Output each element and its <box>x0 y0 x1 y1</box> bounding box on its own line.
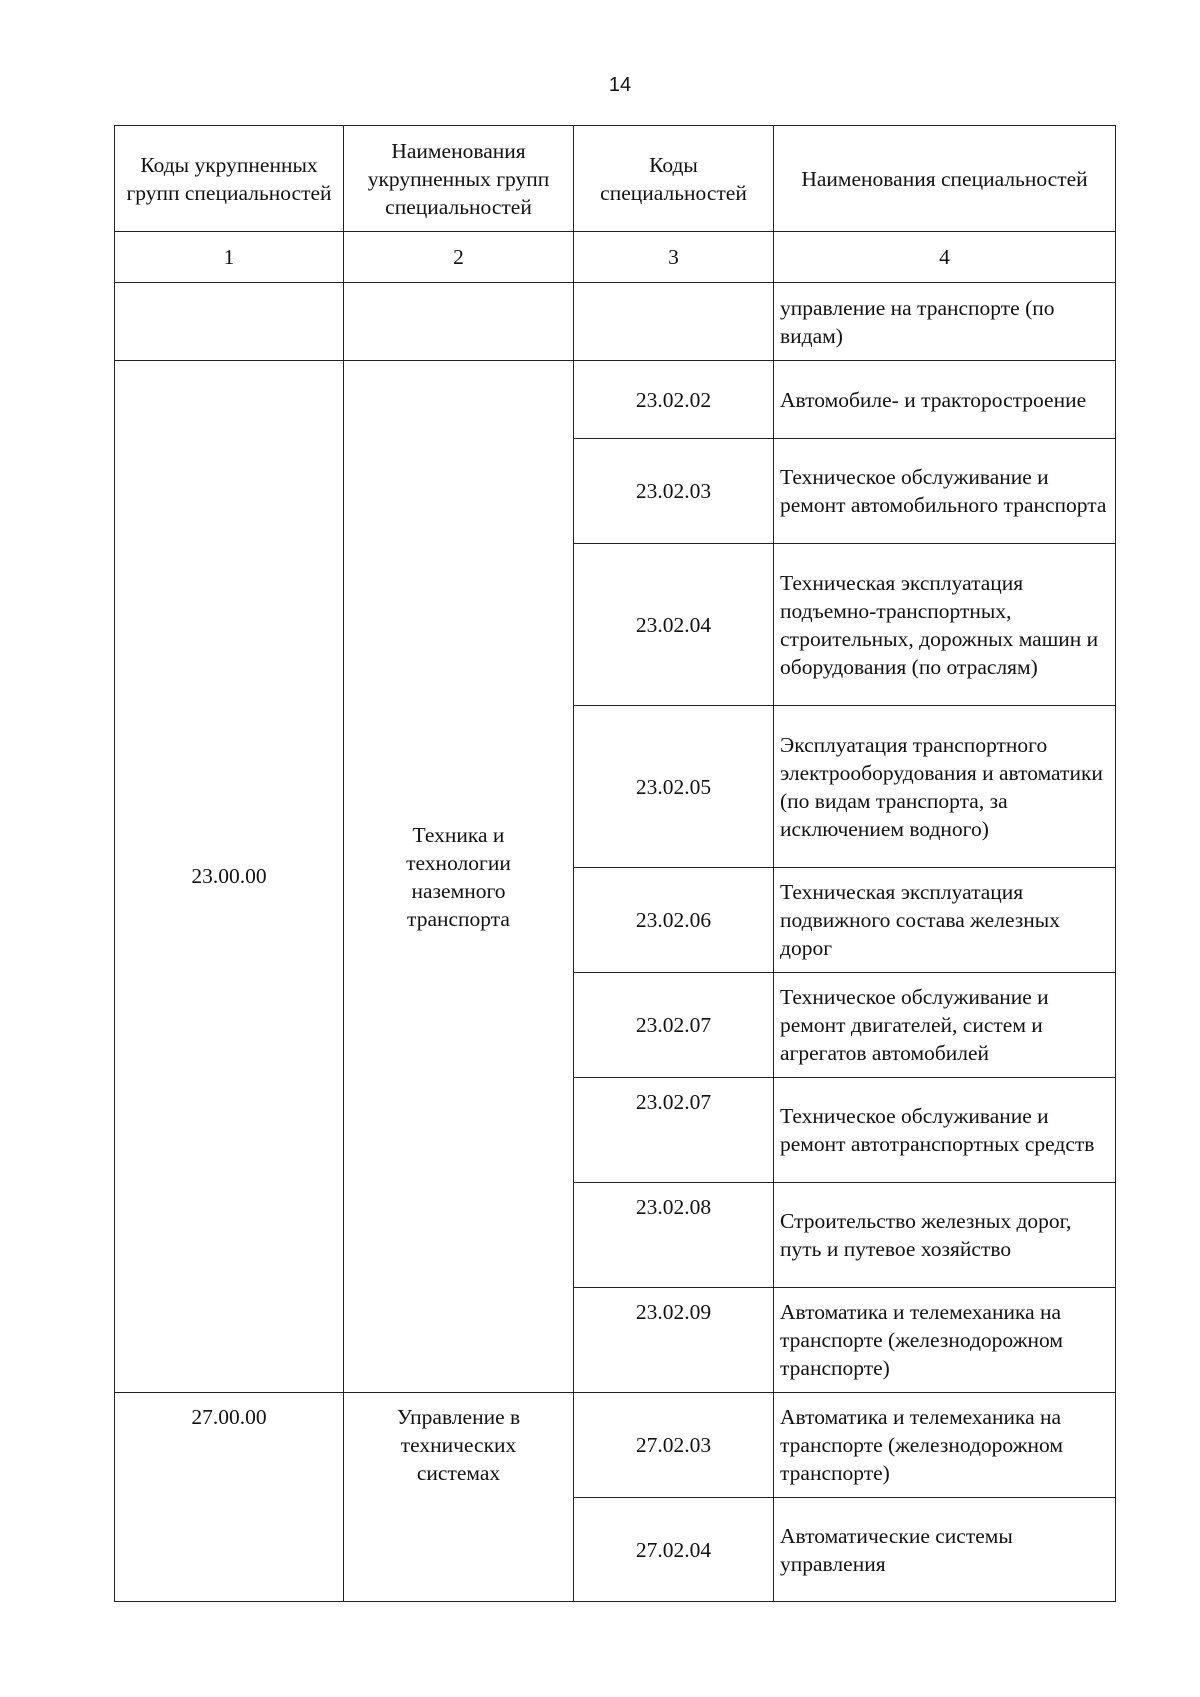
column-number-row <box>115 232 1116 283</box>
column-number: 3 <box>574 232 774 283</box>
header-group-names: Наименования укрупненных групп специальностей <box>344 126 574 232</box>
specialty-name: Автоматика и телемеханика на транспорте (железнодорожном транспорте) <box>774 1288 1116 1393</box>
specialty-code: 27.02.03 <box>574 1393 774 1498</box>
specialty-name: Техническое обслуживание и ремонт двигателей, систем и агрегатов автомобилей <box>774 973 1116 1078</box>
column-number: 4 <box>774 232 1116 283</box>
specialty-name: управление на транспорте (по видам) <box>774 283 1116 361</box>
specialty-name: Автомобиле- и тракторостроение <box>774 361 1116 439</box>
specialty-code: 27.02.04 <box>574 1498 774 1602</box>
group-name: Управление в технических системах <box>344 1393 574 1602</box>
specialty-code: 23.02.08 <box>574 1183 774 1288</box>
specialty-code: 23.02.05 <box>574 706 774 868</box>
table-header-row <box>115 126 1116 232</box>
header-specialty-codes: Коды специальностей <box>574 126 774 232</box>
empty-cell <box>574 283 774 361</box>
group-name: Техника и технологии наземного транспорта <box>344 361 574 1393</box>
specialty-code: 23.02.02 <box>574 361 774 439</box>
specialty-name: Техническое обслуживание и ремонт автотранспортных средств <box>774 1078 1116 1183</box>
empty-cell <box>344 283 574 361</box>
specialty-code: 23.02.04 <box>574 544 774 706</box>
table-row <box>115 1393 1116 1498</box>
specialty-name: Автоматические системы управления <box>774 1498 1116 1602</box>
specialty-code: 23.02.07 <box>574 1078 774 1183</box>
specialty-name: Техническая эксплуатация подъемно-транспортных, строительных, дорожных машин и оборудования (по отраслям) <box>774 544 1116 706</box>
group-code: 27.00.00 <box>115 1393 344 1602</box>
empty-cell <box>115 283 344 361</box>
column-number: 2 <box>344 232 574 283</box>
page-number: 14 <box>608 74 632 96</box>
header-group-codes: Коды укрупненных групп специальностей <box>115 126 344 232</box>
specialties-table <box>114 125 1116 1602</box>
table-row <box>115 283 1116 361</box>
specialty-name: Автоматика и телемеханика на транспорте (железнодорожном транспорте) <box>774 1393 1116 1498</box>
group-code: 23.00.00 <box>115 361 344 1393</box>
specialty-name: Эксплуатация транспортного электрооборудования и автоматики (по видам транспорта, за исключением водного) <box>774 706 1116 868</box>
column-number: 1 <box>115 232 344 283</box>
specialty-name: Техническое обслуживание и ремонт автомобильного транспорта <box>774 439 1116 544</box>
specialty-name: Техническая эксплуатация подвижного состава железных дорог <box>774 868 1116 973</box>
specialty-code: 23.02.03 <box>574 439 774 544</box>
specialty-code: 23.02.07 <box>574 973 774 1078</box>
specialty-name: Строительство железных дорог, путь и путевое хозяйство <box>774 1183 1116 1288</box>
header-specialty-names: Наименования специальностей <box>774 126 1116 232</box>
table-row <box>115 361 1116 439</box>
specialty-code: 23.02.09 <box>574 1288 774 1393</box>
specialty-code: 23.02.06 <box>574 868 774 973</box>
